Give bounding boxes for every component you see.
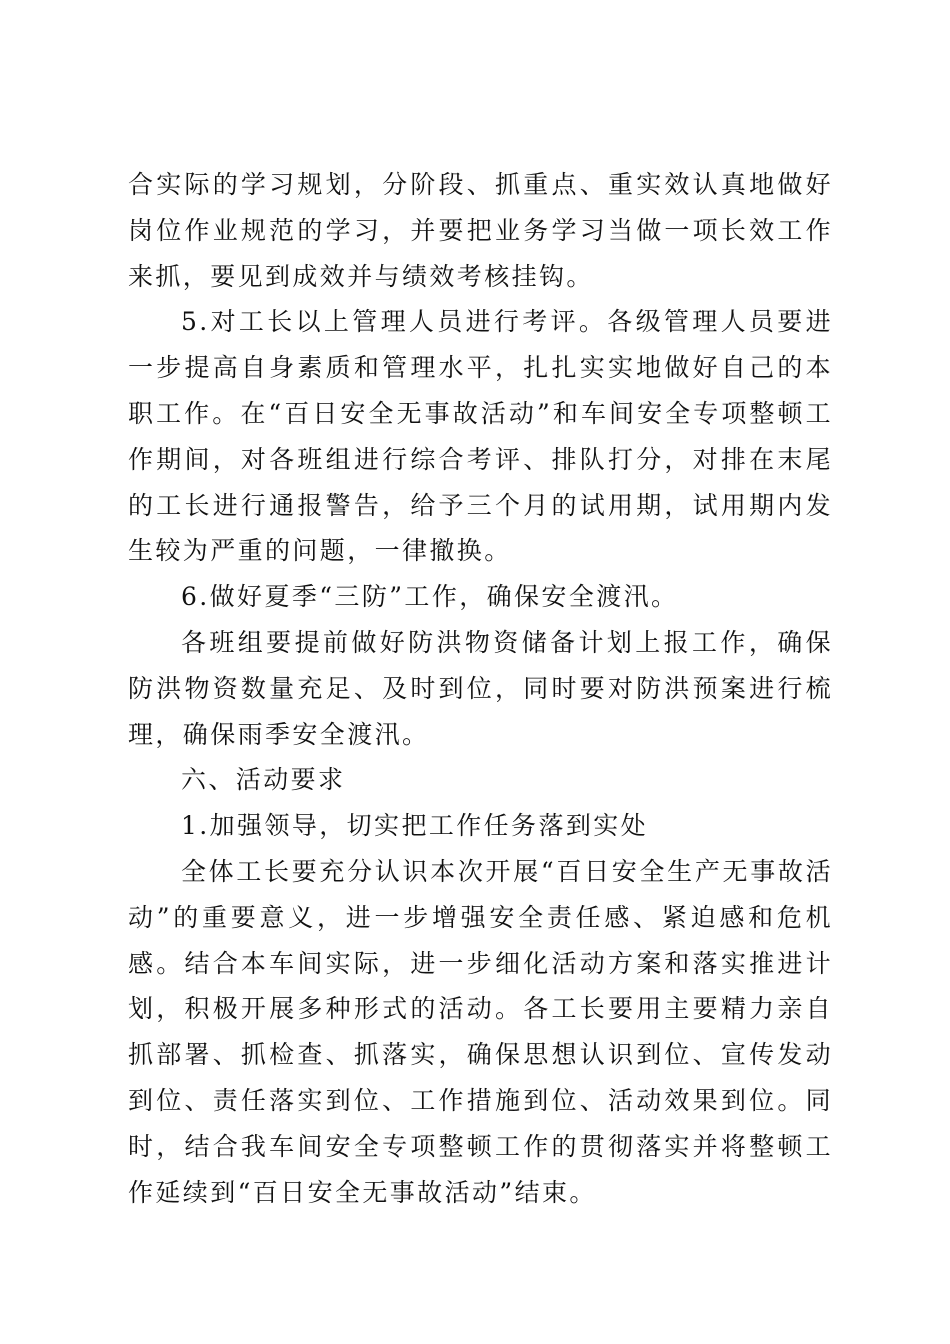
paragraph-leadership-details: 全体工长要充分认识本次开展“百日安全生产无事故活动”的重要意义，进一步增强安全责任感、紧迫感和危机感。结合本车间实际，进一步细化活动方案和落实推进计划，积极开展多种形式的活动。各工长要用主要精力亲自抓部署、抓检查、抓落实，确保思想认识到位、宣传发动到位、责任落实到位、工作措施到位、活动效果到位。同时，结合我车间安全专项整顿工作的贯彻落实并将整顿工作延续到“百日安全无事故活动”结束。 — [128, 856, 833, 1207]
paragraph-study-plan: 合实际的学习规划，分阶段、抓重点、重实效认真地做好岗位作业规范的学习，并要把业务学习当做一项长效工作来抓，要见到成效并与绩效考核挂钩。 — [128, 170, 833, 291]
paragraph-manager-evaluation: 5.对工长以上管理人员进行考评。各级管理人员要进一步提高自身素质和管理水平，扎扎实实地做好自己的本职工作。在“百日安全无事故活动”和车间安全专项整顿工作期间，对各班组进行综合考评、排队打分，对排在末尾的工长进行通报警告，给予三个月的试用期，试用期内发生较为严重的问题，一律撤换。 — [128, 307, 833, 566]
paragraph-summer-prevention-heading: 6.做好夏季“三防”工作，确保安全渡汛。 — [181, 582, 679, 612]
section-heading-activity-requirements: 六、活动要求 — [181, 765, 346, 795]
paragraph-flood-preparation: 各班组要提前做好防洪物资储备计划上报工作，确保防洪物资数量充足、及时到位，同时要对防洪预案进行梳理，确保雨季安全渡汛。 — [128, 627, 833, 749]
document-body — [128, 162, 833, 1215]
subheading-strengthen-leadership: 1.加强领导，切实把工作任务落到实处 — [181, 811, 649, 841]
